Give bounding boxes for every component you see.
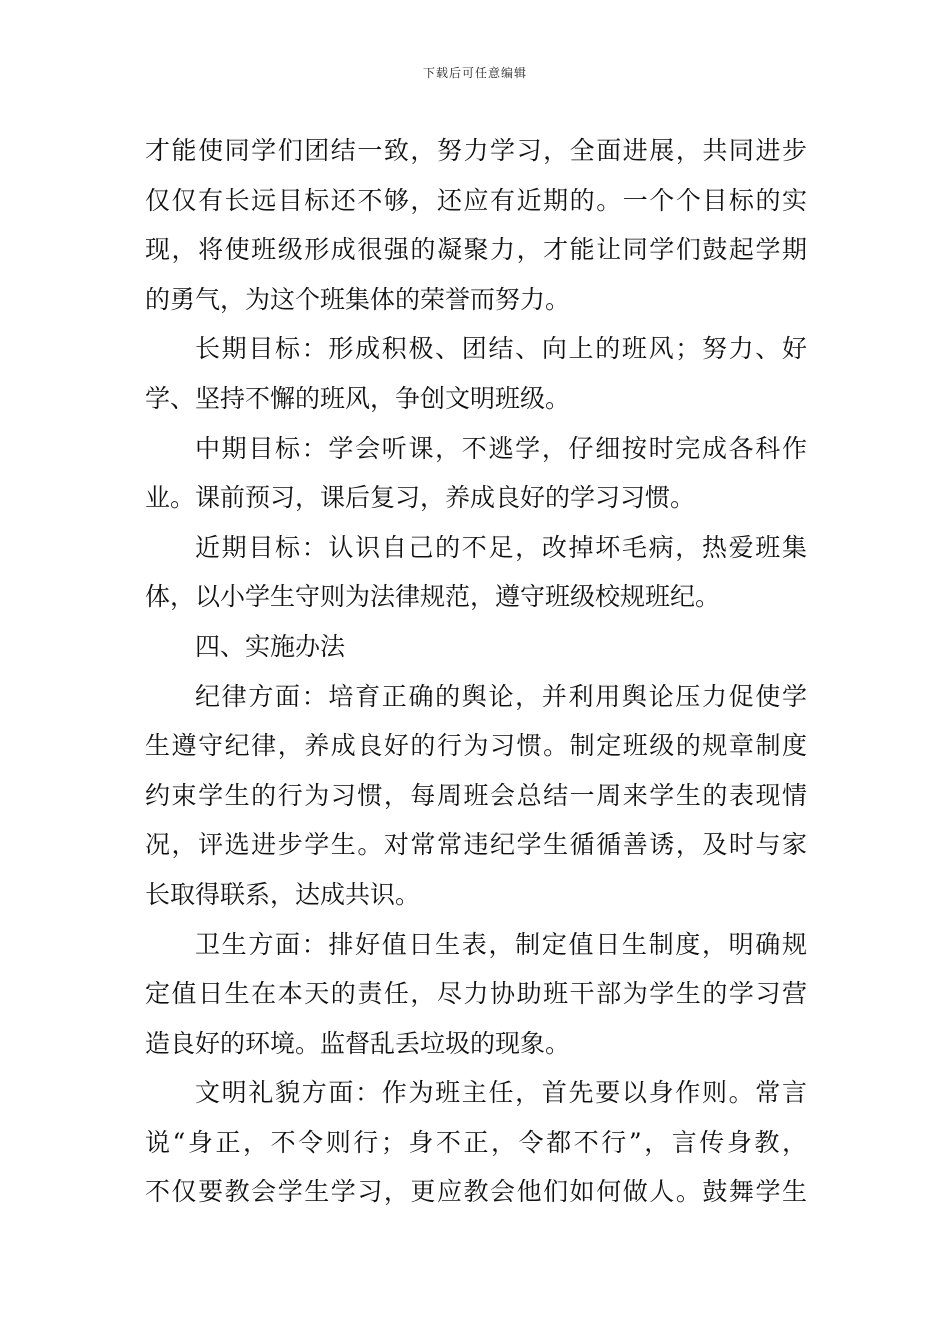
page-header: 下载后可任意编辑: [422, 66, 527, 80]
text-line: 才能使同学们团结一致，努力学习，全面进展，共同进步: [145, 136, 807, 165]
text-line: 学、坚持不懈的班风，争创文明班级。: [145, 383, 571, 413]
text-line: 业。课前预习，课后复习，养成良好的学习习惯。: [145, 483, 696, 513]
paragraph-start-line: 中期目标：学会听课，不逃学，仔细按时完成各科作: [195, 433, 807, 463]
document-body: [145, 126, 807, 1217]
text-line: 体，以小学生守则为法律规范，遵守班级校规班纪。: [145, 582, 721, 612]
text-line: 生遵守纪律，养成良好的行为习惯。制定班级的规章制度: [145, 731, 807, 761]
paragraph-start-line: 纪律方面：培育正确的舆论，并利用舆论压力促使学: [195, 681, 807, 711]
text-line: 不仅要教会学生学习，更应教会他们如何做人。鼓舞学生: [145, 1177, 807, 1207]
text-line: 造良好的环境。监督乱丢垃圾的现象。: [145, 1028, 571, 1058]
paragraph-start-line: 长期目标：形成积极、团结、向上的班风；努力、好: [195, 334, 807, 364]
text-line: 定值日生在本天的责任，尽力协助班干部为学生的学习营: [145, 979, 807, 1009]
paragraph-start-line: 文明礼貌方面：作为班主任，首先要以身作则。常言: [195, 1078, 807, 1108]
paragraph-start-line: 卫生方面：排好值日生表，制定值日生制度，明确规: [195, 929, 807, 959]
text-line: 仅仅有长远目标还不够，还应有近期的。一个个目标的实: [145, 185, 807, 215]
text-line: 现，将使班级形成很强的凝聚力，才能让同学们鼓起学期: [145, 235, 807, 265]
paragraph-start-line: 近期目标：认识自己的不足，改掉坏毛病，热爱班集: [195, 532, 807, 562]
text-line: 约束学生的行为习惯，每周班会总结一周来学生的表现情: [145, 780, 807, 810]
text-line: 的勇气，为这个班集体的荣誉而努力。: [145, 284, 571, 314]
text-line: 长取得联系，达成共识。: [145, 879, 421, 909]
section-heading: 四、实施办法: [195, 631, 346, 661]
text-line: 说“身正，不令则行；身不正，令都不行”，言传身教，: [145, 1127, 807, 1157]
text-line: 况，评选进步学生。对常常违纪学生循循善诱，及时与家: [145, 830, 807, 860]
